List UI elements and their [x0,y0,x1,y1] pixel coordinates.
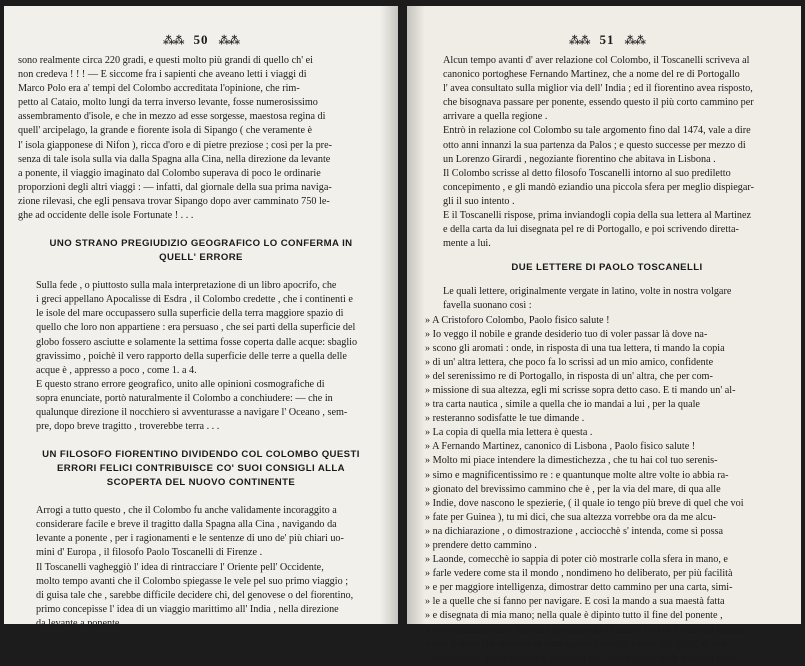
text-line: » gionato del brevissimo cammino che è , per la via del mare, di qua alle [425,483,721,495]
text-line: » na dichiarazione , o dimostrazione , acciocchè s' intenda, come si possa [425,525,724,537]
text-line: e della carta da lui disegnata pel re di Portogallo, e poi scrivendo diretta- [443,224,739,236]
text-line: Arrogi a tutto questo , che il Colombo fu anche validamente incoraggito a [36,505,337,517]
paragraph [18,54,384,223]
text-line: Il Toscanelli vagheggiò l' idea di rintracciare l' Oriente pell' Occidente, [36,561,324,573]
text-line: i greci appellano Apocalisse di Esdra , il Colombo credette , che i continenti e [36,294,353,306]
text-line: » prendere detto cammino . [425,540,537,551]
text-line: Entrò in relazione col Colombo su tale argomento fino dal 1474, vale a dire [443,125,751,137]
text-line: » Indie, dove nascono le spezierie, ( il quale io tengo più breve di quel che voi [425,497,744,509]
left-page [4,6,398,629]
paragraph [18,504,384,560]
letter-text [425,314,789,666]
ornament-left: ⁂⁂ [568,35,590,47]
text-line: » con le isole che sorgono in tutto questo tratto, di fronte alle quali, diritto [425,638,726,650]
text-line: petto al Cataio, molto lungi da terra inverso levante, fosse numerosissimo [18,97,318,109]
ornament-right: ⁂⁂ [624,35,646,47]
text-line: UNO STRANO PREGIUDIZIO GEOGRAFICO LO CONFERMA IN [49,238,353,250]
text-line: » e per maggiore intelligenza, dimostrar detto cammino per una carta, simi- [425,582,733,594]
text-line: qualunque direzione il nocchiero si avventurasse a navigare l' Oceano , sem- [36,406,348,418]
text-line: favella suonano così : [443,300,532,312]
text-line: acque è , appresso a poco , come 1. a 4. [36,364,197,376]
text-line: Marco Polo era a' tempi del Colombo accreditata l'opinione, che rim- [18,83,300,95]
text-line: E il Toscanelli rispose, prima inviandogli copia della sua lettera al Martinez [443,210,752,222]
text-line: ERRORI FELICI CONTRIBUISCE CO' SUOI CONSIGLI ALLA [56,463,346,475]
page-number: 50 [193,32,209,47]
right-page [407,6,801,664]
text-line: globo fossero asciutte e solamente la settima fosse coperta dalle acque: sbaglio [36,336,358,348]
paragraph [18,561,384,631]
text-line: non credeva ! ! ! — E siccome fra i sapienti che aveano letti i viaggi di [18,69,307,81]
text-line: pre, dopo breve tragitto , troverebbe terra . . . [36,421,220,433]
text-line: l' isola giapponese di Nifon ), ricca d'oro e di pietre preziose ; così per la pre- [18,139,332,151]
section-heading [18,448,384,490]
text-line: E questo strano errore geografico, unito alle opinioni cosmografiche di [36,378,325,390]
text-line: » A Fernando Martinez, canonico di Lisbona , Paolo fisico salute ! [425,441,696,453]
text-line: di guisa tale che , sarebbe difficile decidere chi, del genovese o del fiorentino, [36,589,354,601]
text-line: » di un' altra lettera, che poco fa lo scrissi ad un mio amico, confidente [425,356,714,368]
paragraph [18,279,384,378]
text-line: » e disegnata di mia mano; nella quale è dipinto tutto il fine del ponente , [425,610,723,622]
text-line: » Io veggo il nobile e grande desiderio tuo di voler passar là dove na- [425,328,708,340]
text-line: » simo e magnificentissimo re : e quantunque molte altre volte io abbia ra- [425,469,729,481]
text-line: » Molto mi piace intendere la dimestichezza , che tu hai col tuo serenis- [425,455,718,467]
text-line: considerare facile e breve il tragitto dalla Spagna alla Cina , navigando da [36,519,337,531]
text-line: Alcun tempo avanti d' aver relazione col Colombo, il Toscanelli scriveva al [443,55,750,66]
text-line: da levante a ponente . [36,617,125,629]
text-line: Le quali lettere, originalmente vergate in latino, volte in nostra volgare [443,286,732,298]
text-line: l' avea consultato sulla miglior via dell' India ; ed il fiorentino avea risposto, [443,83,753,95]
section-heading [425,261,789,275]
text-line: levante a ponente , per i ragionamenti e le sentenze di uno de' più chiari uo- [36,533,344,545]
text-line: sono realmente circa 220 gradi, e questi molto più grandi di quello ch' ei [18,55,313,66]
text-line: » del serenissimo re di Portogallo, in risposta di un' altra, che per com- [425,370,713,382]
text-line: » le a quelle che si fanno per navigare. E così la mando a sua maestà fatta [425,596,725,608]
text-line: » A Cristoforo Colombo, Paolo fisico salute ! [425,314,610,326]
text-line: zione rilevasi, che egli pensava trovar Sipango dopo aver camminato 750 le- [18,195,330,207]
text-line: » farle vedere come sta il mondo , nondimeno ho deliberato, per più facilità [425,568,733,580]
ornament-left: ⁂⁂ [162,35,184,47]
text-line: » Laonde, comecchè io sappia di poter ciò mostrarle colla sfera in mano, e [425,554,728,566]
page-number: 51 [599,32,615,47]
text-line: » tra carta nautica , simile a quella che io mandai a lui , per la quale [425,399,700,411]
text-line: le isole del mare occupassero sulla superficie della terra maggiore spazio di [36,308,344,320]
text-line: mente a lui. [443,238,491,250]
text-line: primo concepisse l' idea di un viaggio marittimo all' India , nella direzione [36,603,339,615]
paragraph [425,167,789,209]
text-line: arrivare a quella regione . [443,111,548,123]
paragraph [425,124,789,166]
page-number-header [425,32,789,48]
text-line: » incominciando dall' Irlanda e procedendo ad austro fino in fondo alla Guinea, [425,624,749,636]
text-line: UN FILOSOFO FIORENTINO DIVIDENDO COL COLOMBO QUESTI [42,449,360,461]
text-line: un Lorenzo Girardi , negoziante fiorentino che abitava in Lisbona . [443,153,716,165]
text-line: » missione di sua altezza, egli mi scrisse sopra detto caso. E ti mando un' al- [425,384,736,396]
text-line: » fate per Guinea ), tu mi dici, che sua altezza vorrebbe ora da me alcu- [425,511,717,523]
text-line: senza di tale isola sulla via dalla Spagna alla Cina, nella direzione da levante [18,153,331,165]
text-line: » La copia di quella mia lettera è questa . [425,427,593,439]
paragraph [425,209,789,251]
text-line: proporzioni degli altri viaggi : — infatti, dal giornale della sua prima naviga- [18,181,332,193]
text-line: gli il suo intento . [443,195,515,207]
text-line: otto anni innanzi la sua partenza da Palos ; e questo successe per mezzo di [443,139,746,151]
text-line: » resteranno sodisfatte le tue dimande . [425,413,585,425]
section-heading [18,237,384,265]
text-line: quell' arcipelago, la grande e fiorente isola di Sipango ( che veramente è [18,125,313,137]
text-line: concepimento , e gli mandò eziandio una piccola sfera per meglio dispiegar- [443,181,754,193]
text-line: canonico portoghese Fernando Martinez, che a nome del re di Portogallo [443,69,740,81]
text-line: SCOPERTA DEL NUOVO CONTINENTE [106,477,296,489]
text-line: sopra enunciate, portò naturalmente il Colombo a conchiudere: — che in [36,392,333,404]
text-line: » ver ponente, giace dipinto il principio dell' Indie , colle isole e luoghi dove [425,652,737,664]
gutter-shadow [407,6,425,624]
text-line: » scono gli aromati : onde, in risposta di una tua lettera, ti mando la copia [425,342,725,354]
gutter-shadow [380,6,398,624]
text-line: Sulla fede , o piuttosto sulla mala interpretazione di un libro apocrifo, che [36,280,337,292]
page-number-header [18,32,384,48]
ornament-right: ⁂⁂ [218,35,240,47]
text-line: molto tempo avanti che il Colombo spiegasse le vele pel suo primo viaggio ; [36,575,349,587]
text-line: Il Colombo scrisse al detto filosofo Toscanelli intorno al suo prediletto [443,167,731,179]
text-line: gravissimo , poichè il vero rapporto della superficie delle terre a quella delle [36,350,347,362]
paragraph [18,378,384,434]
text-line: a ponente, il viaggio imaginato dal Colombo superava di poco le ordinarie [18,167,321,179]
paragraph [425,285,789,313]
text-line: mini d' Europa , il filosofo Paolo Toscanelli di Firenze . [36,547,263,559]
paragraph [425,54,789,124]
text-line: che bisognava passare per ponente, essendo questo il più corto cammino per [443,97,754,109]
text-line: ghe ad occidente delle isole Fortunate ! . . . [18,210,194,222]
text-line: DUE LETTERE DI PAOLO TOSCANELLI [511,262,703,274]
text-line: quello che loro non appartiene : era persuaso , che sei parti della superficie del [36,322,356,334]
text-line: QUELL' ERRORE [159,252,243,264]
text-line: assembramento d'isole, e che in mezzo ad esse sorgesse, maestosa regina di [18,111,326,123]
